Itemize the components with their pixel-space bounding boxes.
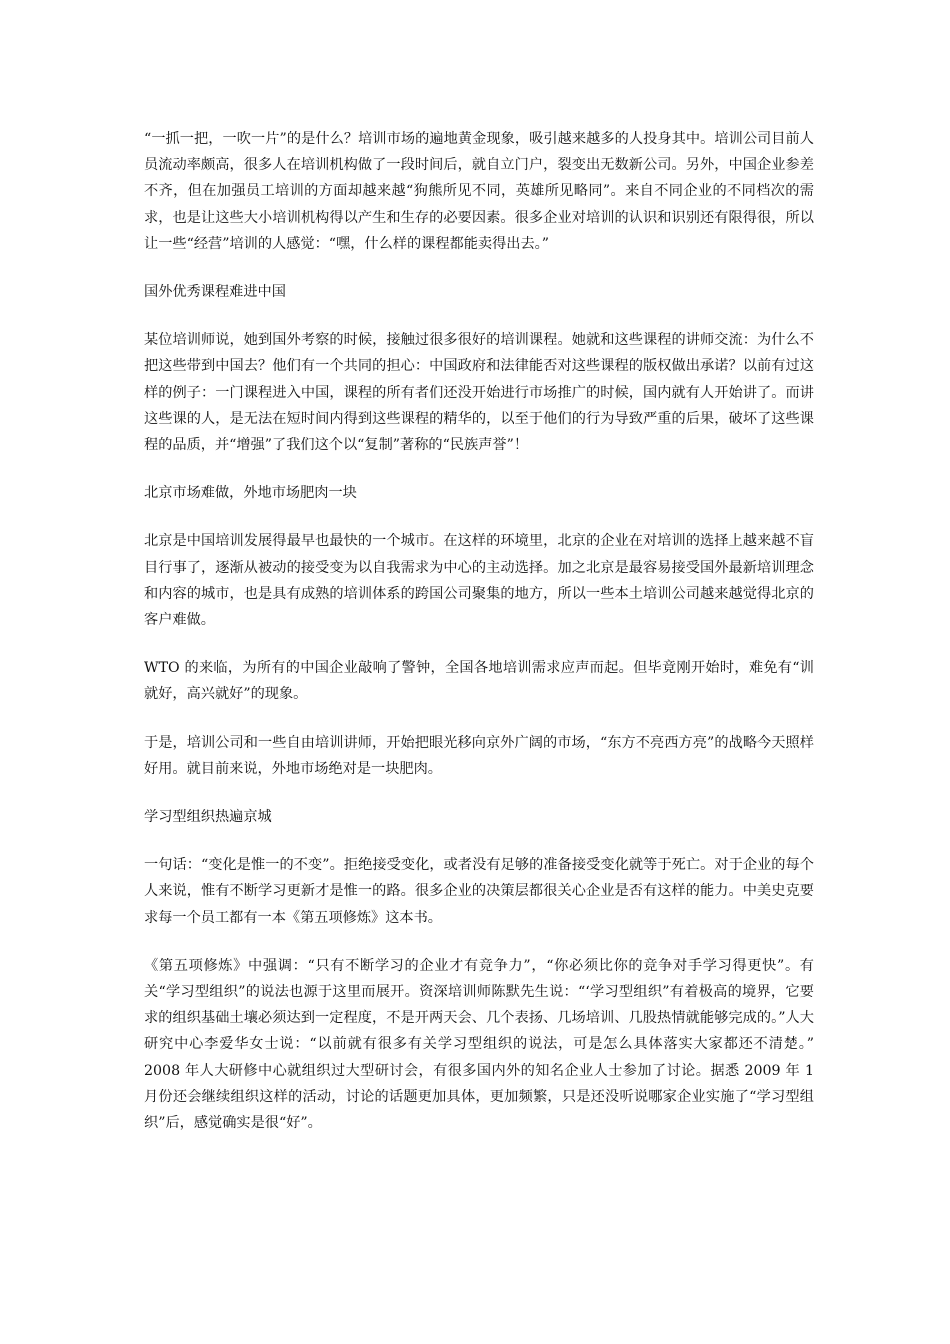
paragraph-wto: WTO 的来临，为所有的中国企业敲响了警钟，全国各地培训需求应声而起。但毕竟刚开始时，难免有“训就好，高兴就好”的现象。 — [144, 660, 814, 703]
paragraph-foreign-courses: 某位培训师说，她到国外考察的时候，接触过很多很好的培训课程。她就和这些课程的讲师交流：为什么不把这些带到中国去？他们有一个共同的担心：中国政府和法律能否对这些课程的版权做出承诺？以前有过这样的例子：一门课程进入中国，课程的所有者们还没开始进行市场推广的时候，国内就有人开始讲了。而讲这些课的人，是无法在短时间内得到这些课程的精华的，以至于他们的行为导致严重的后果，破坏了这些课程的品质，并“增强”了我们这个以“复制”著称的“民族声誉”！ — [144, 332, 814, 454]
paragraph-change: 一句话：“变化是惟一的不变”。拒绝接受变化，或者没有足够的准备接受变化就等于死亡。对于企业的每个人来说，惟有不断学习更新才是惟一的路。很多企业的决策层都很关心企业是否有这样的能力。中美史克要求每一个员工都有一本《第五项修炼》这本书。 — [144, 857, 814, 926]
section-heading-foreign-courses: 国外优秀课程难进中国 — [144, 284, 286, 301]
section-heading-learning-organization: 学习型组织热遍京城 — [144, 809, 272, 826]
document-body — [144, 126, 814, 1158]
paragraph-intro: “一抓一把，一吹一片”的是什么？培训市场的遍地黄金现象，吸引越来越多的人投身其中。培训公司目前人员流动率颇高，很多人在培训机构做了一段时间后，就自立门户，裂变出无数新公司。另外，中国企业参差不齐，但在加强员工培训的方面却越来越“狗熊所见不同，英雄所见略同”。来自不同企业的不同档次的需求，也是让这些大小培训机构得以产生和生存的必要因素。很多企业对培训的认识和识别还有限得很，所以让一些“经营”培训的人感觉：“嘿，什么样的课程都能卖得出去。” — [144, 131, 814, 252]
paragraph-beijing-market: 北京是中国培训发展得最早也最快的一个城市。在这样的环境里，北京的企业在对培训的选择上越来越不盲目行事了，逐渐从被动的接受变为以自我需求为中心的主动选择。加之北京是最容易接受国外最新培训理念和内容的城市，也是具有成熟的培训体系的跨国公司聚集的地方，所以一些本土培训公司越来越觉得北京的客户难做。 — [144, 533, 814, 629]
section-heading-beijing-market: 北京市场难做，外地市场肥肉一块 — [144, 485, 357, 502]
paragraph-outside-market: 于是，培训公司和一些自由培训讲师，开始把眼光移向京外广阔的市场，“东方不亮西方亮”的战略今天照样好用。就目前来说，外地市场绝对是一块肥肉。 — [144, 734, 814, 777]
paragraph-fifth-discipline: 《第五项修炼》中强调：“只有不断学习的企业才有竞争力”，“你必须比你的竞争对手学习得更快”。有关“学习型组织”的说法也源于这里而展开。资深培训师陈默先生说：“‘学习型组织”有着极高的境界，它要求的组织基础土壤必须达到一定程度，不是开两天会、几个表扬、几场培训、几股热情就能够完成的。”人大研究中心李爱华女士说：“以前就有很多有关学习型组织的说法，可是怎么具体落实大家都还不清楚。” 2008 年人大研修中心就组织过大型研讨会，有很多国内外的知名企业人士参加了讨论。据悉 2009 年 1 月份还会继续组织这样的活动，讨论的话题更加具体，更加频繁，只是还没听说哪家企业实施了“学习型组织”后，感觉确实是很“好”。 — [144, 957, 814, 1132]
